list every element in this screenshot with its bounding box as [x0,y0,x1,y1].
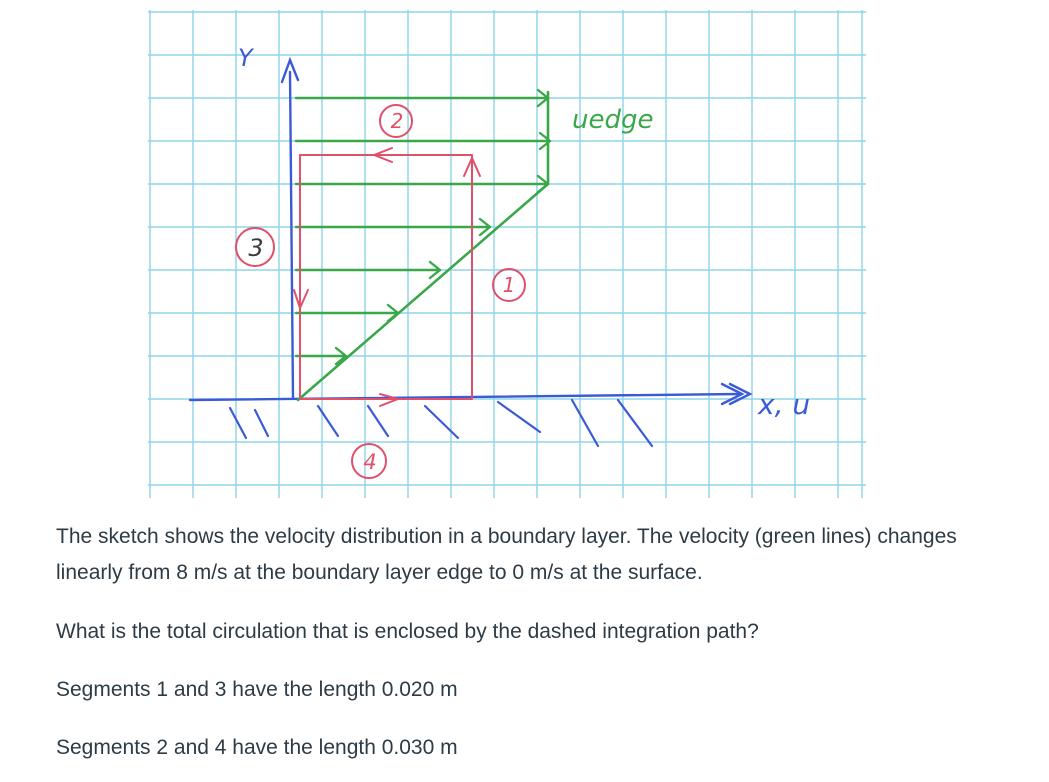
wall-hatching [230,400,652,446]
svg-text:3: 3 [248,234,264,262]
edge-velocity-label: uedge [572,105,654,135]
segment-label-4 [352,444,386,478]
problem-question: What is the total circulation that is enclosed by the dashed integration path? [56,620,759,643]
velocity-arrow [296,262,440,278]
segment-label-3 [236,228,274,266]
velocity-arrow [296,305,398,321]
velocity-arrow [296,348,346,364]
segment-label-2 [380,105,412,137]
velocity-profile [298,92,548,400]
problem-description: The sketch shows the velocity distribution in a boundary layer. The velocity (green lines) changes linearly from 8 m/s at the boundary layer edge to 0 m/s at the surface. [56,525,957,584]
y-axis [282,60,298,398]
velocity-arrow [296,219,490,235]
svg-text:2: 2 [390,109,404,133]
svg-text:1: 1 [502,273,516,297]
segments-1-3-length: Segments 1 and 3 have the length 0.020 m [56,678,458,701]
velocity-arrow [296,176,548,192]
velocity-arrow [296,133,550,149]
x-axis-label: x, u [758,388,811,421]
svg-text:4: 4 [363,450,377,474]
y-axis-label: Y [238,44,253,72]
velocity-arrow [296,90,548,106]
segments-2-4-length: Segments 2 and 4 have the length 0.030 m [56,736,458,759]
segment-label-1 [493,269,525,301]
